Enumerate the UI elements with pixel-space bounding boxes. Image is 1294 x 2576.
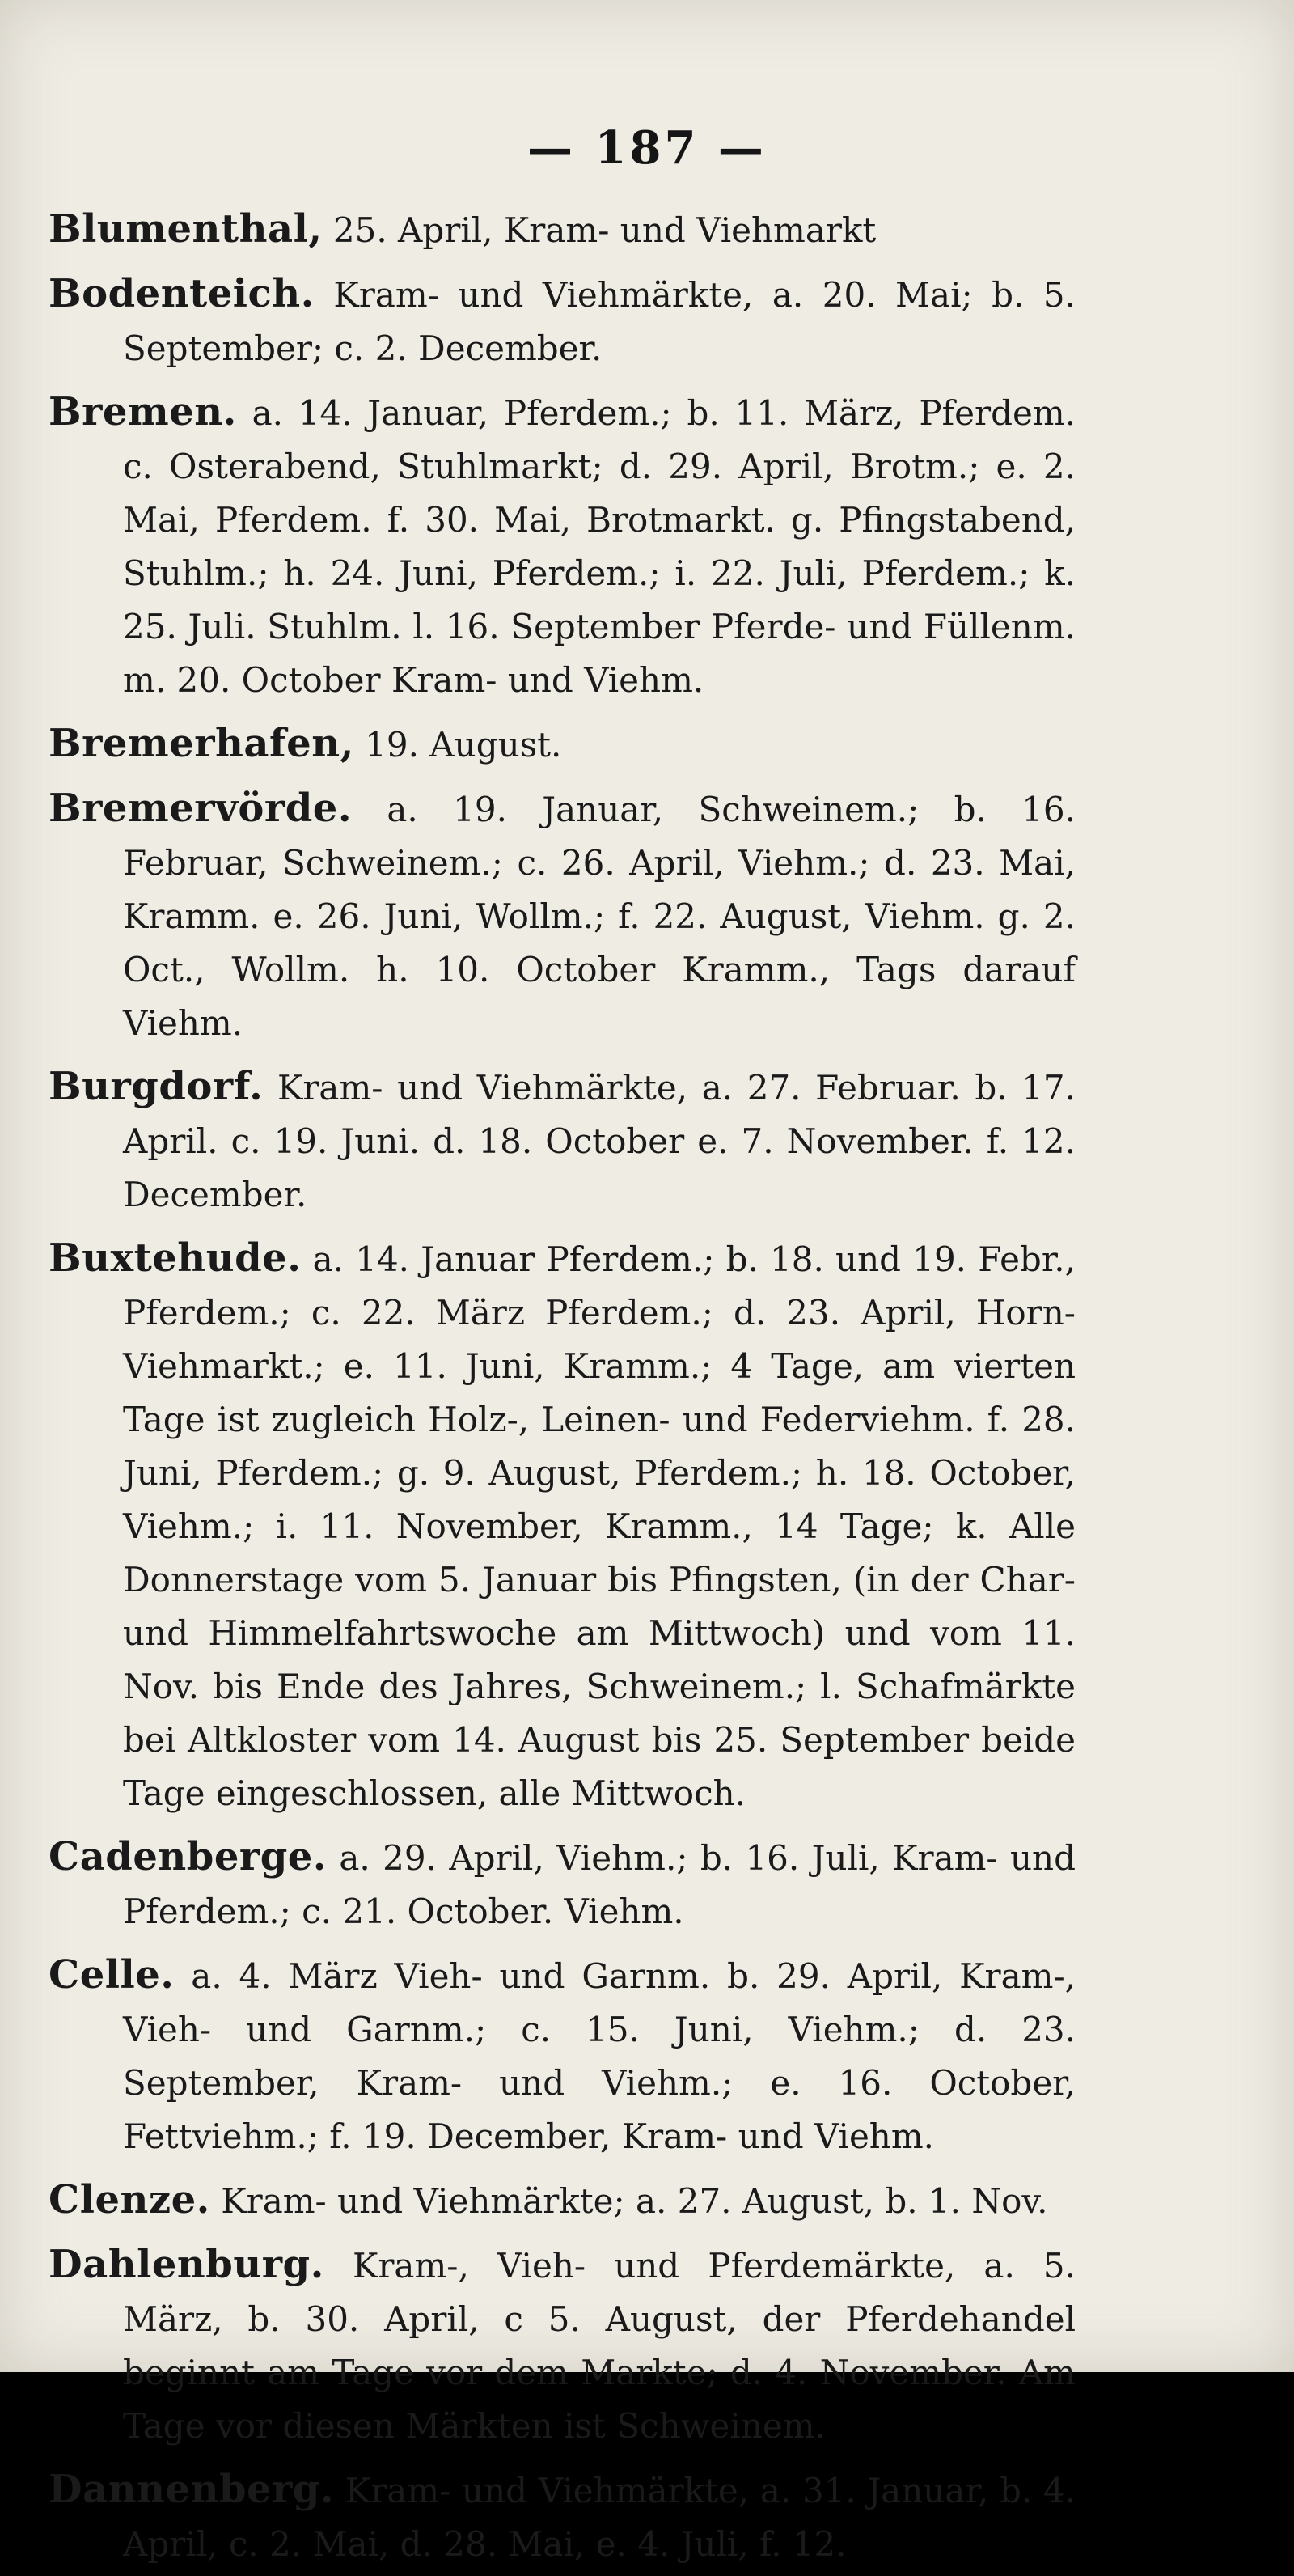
entry-buxtehude (49, 1231, 1076, 1820)
place-name: Dannenberg. (49, 2467, 335, 2512)
entry-dahlenburg (49, 2238, 1076, 2453)
entry-text: Kram- und Viehmärkte; a. 27. August, b. 1. Nov. (209, 2181, 1048, 2221)
place-name: Burgdorf. (49, 1064, 264, 1109)
entry-text: a. 19. Januar, Schweinem.; b. 16. Februar, Schweinem.; c. 26. April, Viehm.; d. 23. Mai, Kramm. e. 26. Juni, Wollm.; f. 22. August, Viehm. g. 2. Oct., Wollm. h. 10. October Kramm., Tags darauf Viehm. (123, 790, 1076, 1043)
entry-text: Kram- und Viehmärkte, a. 20. Mai; b. 5. September; c. 2. December. (123, 275, 1076, 368)
entry-text: a. 14. Januar Pferdem.; b. 18. und 19. Febr., Pferdem.; c. 22. März Pferdem.; d. 23. April, Horn-Viehmarkt.; e. 11. Juni, Kramm.; 4 Tage, am vierten Tage ist zugleich Holz-, Leinen- und Federviehm. f. 28. Juni, Pferdem.; g. 9. August, Pferdem.; h. 18. October, Viehm.; i. 11. November, Kramm., 14 Tage; k. Alle Donnerstage vom 5. Januar bis Pfingsten, (in der Char- und Himmelfahrtswoche am Mittwoch) und vom 11. Nov. bis Ende des Jahres, Schweinem.; l. Schafmärkte bei Altkloster vom 14. August bis 25. September beide Tage eingeschlossen, alle Mittwoch. (123, 1239, 1076, 1813)
place-name: Cadenberge. (49, 1834, 328, 1879)
entry-bremen (49, 385, 1076, 707)
entry-text: 19. August. (353, 725, 562, 765)
market-entries (49, 202, 1076, 2576)
entry-clenze (49, 2173, 1076, 2228)
entry-burgdorf (49, 1060, 1076, 1222)
entry-text: a. 4. März Vieh- und Garnm. b. 29. April, Kram-, Vieh- und Garnm.; c. 15. Juni, Viehm.; d. 23. September, Kram- und Viehm.; e. 16. October, Fettviehm.; f. 19. December, Kram- und Viehm. (123, 1956, 1076, 2156)
entry-text: a. 14. Januar, Pferdem.; b. 11. März, Pferdem. c. Osterabend, Stuhlmarkt; d. 29. April, Brotm.; e. 2. Mai, Pferdem. f. 30. Mai, Brotmarkt. g. Pfingstabend, Stuhlm.; h. 24. Juni, Pferdem.; i. 22. Juli, Pferdem.; k. 25. Juli. Stuhlm. l. 16. September Pferde- und Füllenm. m. 20. October Kram- und Viehm. (123, 393, 1076, 700)
entry-bodenteich (49, 267, 1076, 375)
entry-text: Kram- und Viehmärkte, a. 31. Januar, b. 4. April, c. 2. Mai, d. 28. Mai, e. 4. Juli, f. 12. (123, 2471, 1076, 2564)
entry-text: Kram- und Viehmärkte, a. 27. Februar. b. 17. April. c. 19. Juni. d. 18. October e. 7. November. f. 12. December. (123, 1068, 1076, 1214)
entry-bremervoerde (49, 782, 1076, 1050)
place-name: Blumenthal, (49, 206, 323, 252)
place-name: Bodenteich. (49, 271, 315, 316)
place-name: Clenze. (49, 2177, 210, 2222)
place-name: Buxtehude. (49, 1235, 302, 1281)
page-number: — 187 — (527, 121, 767, 175)
place-name: Dahlenburg. (49, 2242, 324, 2287)
place-name: Celle. (49, 1952, 175, 1998)
place-name: Bremerhafen, (49, 721, 354, 766)
entry-dannenberg (49, 2463, 1076, 2571)
entry-cadenberge (49, 1830, 1076, 1938)
entry-text: Kram-, Vieh- und Pferdemärkte, a. 5. März, b. 30. April, c 5. August, der Pferdehandel beginnt am Tage vor dem Markte; d. 4. November. Am Tage vor diesen Märkten ist Schweinem. (123, 2246, 1076, 2446)
entry-text: a. 29. April, Viehm.; b. 16. Juli, Kram- und Pferdem.; c. 21. October. Viehm. (123, 1838, 1076, 1931)
entry-blumenthal (49, 202, 1076, 257)
entry-bremerhafen (49, 717, 1076, 772)
place-name: Bremervörde. (49, 786, 353, 831)
entry-text: 25. April, Kram- und Viehmarkt (322, 210, 877, 250)
place-name: Bremen. (49, 389, 237, 434)
entry-celle (49, 1948, 1076, 2163)
